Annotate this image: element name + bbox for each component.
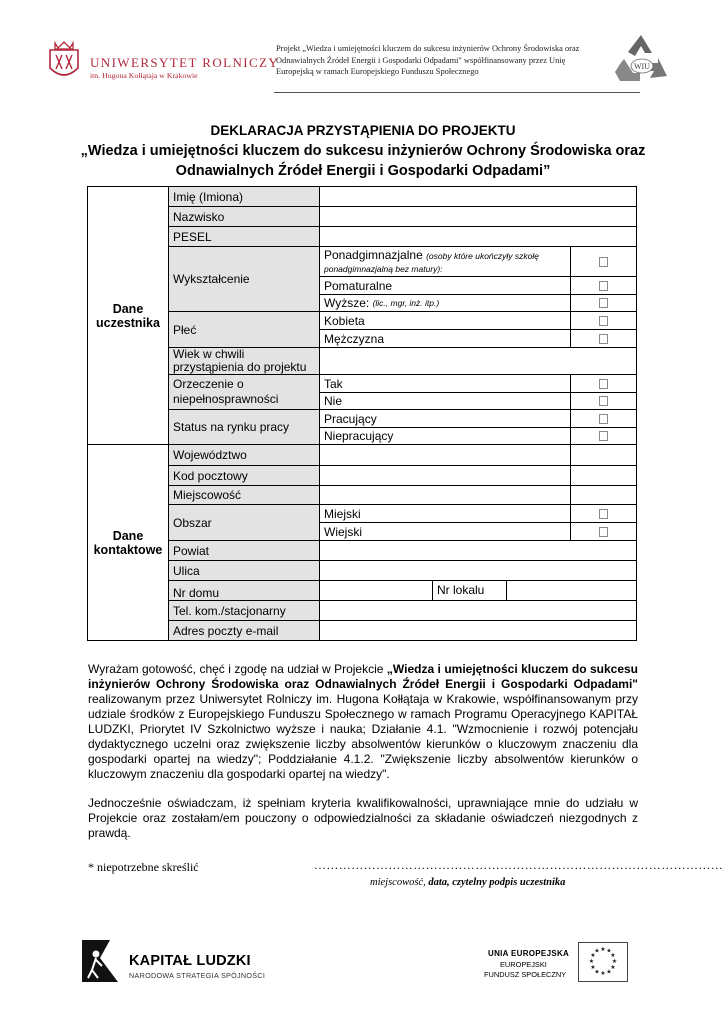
county-field[interactable] <box>319 540 637 561</box>
phone-field[interactable] <box>319 600 637 621</box>
signature-caption <box>370 877 565 888</box>
section-contact: Dane kontaktowe <box>87 444 169 641</box>
last-name-field[interactable] <box>319 206 637 227</box>
svg-text:★: ★ <box>600 970 606 977</box>
checkbox-edu-secondary[interactable] <box>570 246 637 277</box>
checkbox-female[interactable] <box>570 311 637 330</box>
section-participant: Dane uczestnika <box>87 186 169 445</box>
svg-text:★: ★ <box>606 947 612 955</box>
kapital-ludzki-logo <box>80 938 120 986</box>
label-flat-no: Nr lokalu <box>432 580 507 601</box>
city-field[interactable] <box>319 485 571 505</box>
svg-text:★: ★ <box>606 968 612 976</box>
svg-text:★: ★ <box>610 952 616 959</box>
checkbox-disability-yes[interactable] <box>570 374 637 393</box>
label-postal-code: Kod pocztowy <box>168 465 320 486</box>
voivodeship-field-extra <box>570 444 637 466</box>
eu-flag-icon <box>578 942 628 982</box>
badge-text: WIU <box>634 62 650 71</box>
option-edu-higher-note: (lic., mgr, inż. itp.) <box>372 298 440 308</box>
document-title <box>60 121 666 181</box>
label-house-no: Nr domu <box>168 580 320 601</box>
option-edu-higher-label: Wyższe: <box>324 296 370 310</box>
declaration-p1-end: realizowanym przez Uniwersytet Rolniczy im. Hugona Kołłątaja w Krakowie, współfinansowanym przy udziale środków z Europejskiego Funduszu Społecznego w ramach Programu Operacyjnego KAPITAŁ LUDZKI, Priorytet IV Szkolnictwo wyższe i nauka; Działanie 4.1. "Wzmocnienie i rozwój potencjału dydaktycznego uczelni oraz zwiększenie liczby absolwentów kierunków o kluczowym znaczeniu dla gospodarki opartej na wiedzy"; Poddziałanie 4.1.2. "Zwiększenie liczby absolwentów kierunków o kluczowym znaczeniu dla gospodarki opartej na wiedzy". <box>88 692 638 781</box>
option-female: Kobieta <box>319 311 571 330</box>
checkbox-rural[interactable] <box>570 522 637 541</box>
svg-text:★: ★ <box>594 968 600 976</box>
eu-text-line-3: FUNDUSZ SPOŁECZNY <box>484 970 567 979</box>
age-field[interactable] <box>319 347 637 375</box>
svg-text:★: ★ <box>600 946 606 953</box>
declaration-paragraph-2: Jednocześnie oświadczam, iż spełniam kryteria kwalifikowalności, uprawniające mnie do udziału w Projekcie oraz zostałam/em pouczony o odpowiedzialności za składanie oświadczeń niezgodnych z prawdą. <box>88 796 638 840</box>
label-county: Powiat <box>168 540 320 561</box>
label-phone: Tel. kom./stacjonarny <box>168 600 320 621</box>
label-labour-status: Status na rynku pracy <box>168 409 320 445</box>
option-edu-secondary-label: Ponadgimnazjalne <box>324 248 423 262</box>
label-email: Adres poczty e-mail <box>168 620 320 641</box>
postal-code-field[interactable] <box>319 465 571 486</box>
option-edu-secondary <box>319 246 571 277</box>
declaration-form-table <box>88 187 638 641</box>
checkbox-urban[interactable] <box>570 504 637 523</box>
option-male: Mężczyzna <box>319 329 571 348</box>
checkbox-employed[interactable] <box>570 409 637 428</box>
title-line-1: DEKLARACJA PRZYSTĄPIENIA DO PROJEKTU <box>210 123 516 138</box>
label-city: Miejscowość <box>168 485 320 505</box>
university-name: UNIWERSYTET ROLNICZY <box>90 55 280 70</box>
header-divider <box>274 92 640 93</box>
house-no-field[interactable] <box>319 580 433 601</box>
flat-no-field[interactable] <box>506 580 637 601</box>
email-field[interactable] <box>319 620 637 641</box>
svg-text:★: ★ <box>610 964 616 971</box>
option-unemployed: Niepracujący <box>319 427 571 445</box>
kapital-ludzki-name: KAPITAŁ LUDZKI <box>129 953 251 969</box>
checkbox-edu-post-secondary[interactable] <box>570 276 637 295</box>
project-info-header: Projekt „Wiedza i umiejętności kluczem do sukcesu inżynierów Ochrony Środowiska oraz Odnawialnych Źródeł Energii i Gospodarki Odpadami" współfinansowany przez Unię Europejską w ramach Europejskiego Funduszu Społecznego <box>276 44 580 76</box>
option-rural: Wiejski <box>319 522 571 541</box>
label-age: Wiek w chwili przystąpienia do projektu <box>168 347 320 375</box>
label-sex: Płeć <box>168 311 320 348</box>
signature-caption-place: miejscowość, <box>370 877 429 888</box>
signature-caption-date: data, czytelny podpis uczestnika <box>428 877 566 888</box>
svg-text:★: ★ <box>594 947 600 955</box>
label-disability: Orzeczenie o niepełnosprawności <box>168 374 320 410</box>
label-voivodeship: Województwo <box>168 444 320 466</box>
signature-line: ……………………………………………………………………………………… <box>314 858 724 872</box>
option-disability-no: Nie <box>319 392 571 410</box>
checkbox-unemployed[interactable] <box>570 427 637 445</box>
label-education: Wykształcenie <box>168 246 320 312</box>
label-area: Obszar <box>168 504 320 541</box>
option-disability-yes: Tak <box>319 374 571 393</box>
svg-text:★: ★ <box>590 964 596 971</box>
option-edu-post-secondary: Pomaturalne <box>319 276 571 295</box>
title-line-2: „Wiedza i umiejętności kluczem do sukcesu inżynierów Ochrony Środowiska oraz <box>80 143 646 159</box>
title-line-3: Odnawialnych Źródeł Energii i Gospodarki Odpadami” <box>175 163 551 179</box>
first-name-field[interactable] <box>319 186 637 207</box>
label-first-name: Imię (Imiona) <box>168 186 320 207</box>
footnote: * niepotrzebne skreślić <box>88 860 199 874</box>
university-subtitle: im. Hugona Kołłątaja w Krakowie <box>90 71 198 80</box>
svg-text:★: ★ <box>590 952 596 959</box>
kapital-ludzki-subtitle: NARODOWA STRATEGIA SPÓJNOŚCI <box>129 971 266 980</box>
option-edu-secondary-note: (osoby które ukończyły szkołę ponadgimnazjalną bez matury): <box>324 251 540 274</box>
checkbox-edu-higher[interactable] <box>570 294 637 312</box>
declaration-p1-start: Wyrażam gotowość, chęć i zgodę na udział w Projekcie <box>88 662 387 676</box>
postal-code-field-extra <box>570 465 637 486</box>
declaration-paragraph-1 <box>88 662 638 782</box>
svg-text:★: ★ <box>611 958 618 965</box>
pesel-field[interactable] <box>319 226 637 247</box>
label-pesel: PESEL <box>168 226 320 247</box>
checkbox-male[interactable] <box>570 329 637 348</box>
label-street: Ulica <box>168 560 320 581</box>
street-field[interactable] <box>319 560 637 581</box>
eu-text-line-1: UNIA EUROPEJSKA <box>488 949 570 958</box>
eu-text-line-2: EUROPEJSKI <box>500 960 547 969</box>
voivodeship-field[interactable] <box>319 444 571 466</box>
option-edu-higher <box>319 294 571 312</box>
city-field-extra <box>570 485 637 505</box>
label-last-name: Nazwisko <box>168 206 320 227</box>
recycle-logo <box>612 32 670 86</box>
option-employed: Pracujący <box>319 409 571 428</box>
svg-text:★: ★ <box>588 958 595 965</box>
option-urban: Miejski <box>319 504 571 523</box>
university-crest-logo <box>46 38 82 84</box>
declaration-p1-project: „Wiedza i umiejętności kluczem do sukcesu inżynierów Ochrony Środowiska oraz Odnawialnych Źródeł Energii i Gospodarki Odpadami" <box>88 662 638 691</box>
checkbox-disability-no[interactable] <box>570 392 637 410</box>
